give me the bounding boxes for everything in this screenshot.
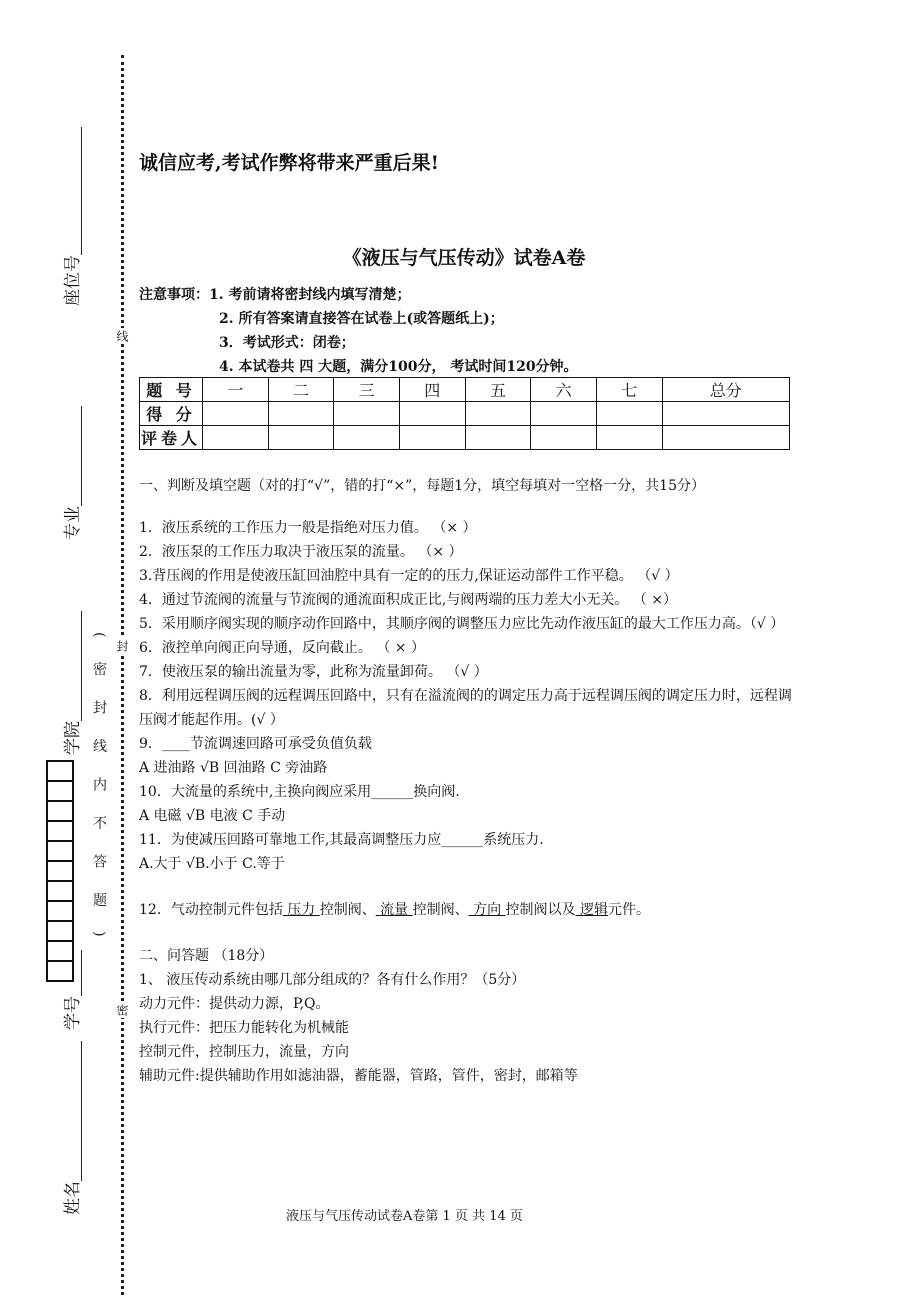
grader-cell[interactable] — [399, 426, 465, 450]
student-id-label: 学号 — [63, 996, 83, 1030]
name-label: 姓名 — [63, 1181, 83, 1215]
exam-body — [139, 474, 794, 1088]
question-8: 8．利用远程调压阀的远程调压回路中，只有在溢流阀的的调定压力高于远程调压阀的调定压力时，远程调压阀才能起作用。(√ ） — [139, 688, 792, 728]
score-col-header: 三 — [334, 378, 400, 402]
question-10-options: A 电磁 √B 电液 C 手动 — [139, 808, 286, 824]
q12-prefix: 12．气动控制元件包括 — [139, 902, 283, 918]
seal-char-line: 线 — [115, 330, 129, 342]
major-line[interactable] — [65, 406, 82, 506]
score-table-header-label: 题 号 — [140, 378, 203, 402]
question-11: 11．为使减压回路可靠地工作,其最高调整压力应______系统压力. — [139, 832, 544, 848]
page-footer: 液压与气压传动试卷A卷第 1 页 共 14 页 — [286, 1209, 523, 1224]
exam-notes — [139, 283, 578, 379]
score-col-header: 总分 — [662, 378, 789, 402]
question-6: 6．液控单向阀正向导通，反向截止。 （ × ） — [139, 640, 425, 656]
question-7: 7．使液压泵的输出流量为零，此称为流量卸荷。 （√ ） — [139, 664, 488, 680]
score-cell[interactable] — [399, 402, 465, 426]
seal-char-secret: 密 — [115, 1004, 129, 1016]
score-cell[interactable] — [203, 402, 269, 426]
q12-suffix: 元件。 — [608, 902, 650, 918]
name-line[interactable] — [65, 1041, 82, 1181]
question-5: 5．采用顺序阀实现的顺序动作回路中，其顺序阀的调整压力应比先动作液压缸的最大工作压力高。（√ ） — [139, 616, 785, 632]
score-cell[interactable] — [334, 402, 400, 426]
seat-number-field — [58, 127, 83, 306]
score-cell[interactable] — [596, 402, 662, 426]
question-12 — [139, 898, 794, 922]
section1-heading: 一、判断及填空题（对的打“√”，错的打“×”，每题1分，填空每填对一空格一分，共15分） — [139, 478, 705, 494]
major-field — [58, 406, 83, 540]
q12-blank-pressure: 压力 — [282, 902, 320, 918]
notes-label: 注意事项： — [139, 287, 209, 303]
grader-cell[interactable] — [334, 426, 400, 450]
section2-heading: 二、问答题 （18分） — [139, 948, 274, 964]
seal-char-seal: 封 — [115, 640, 129, 652]
seal-note: ( 密 封 线 内 不 答 题 ) — [91, 632, 107, 947]
question-10: 10．大流量的系统中,主换向阀应采用______换向阀. — [139, 784, 460, 800]
q12-text: 控制阀以及 — [505, 902, 576, 918]
score-col-header: 七 — [596, 378, 662, 402]
seat-number-line[interactable] — [65, 127, 82, 255]
answer-line: 控制元件，控制压力，流量，方向 — [139, 1044, 349, 1060]
note-item: 2. 所有答案请直接答在试卷上(或答题纸上)； — [219, 311, 504, 327]
student-id-boxes[interactable] — [46, 760, 74, 982]
question-1: 1．液压系统的工作压力一般是指绝对压力值。 （× ） — [139, 520, 477, 536]
score-cell[interactable] — [465, 402, 531, 426]
score-cell[interactable] — [268, 402, 334, 426]
answer-line: 辅助元件:提供辅助作用如滤油器，蓄能器，管路，管件，密封，邮箱等 — [139, 1068, 578, 1084]
question-2: 2．液压泵的工作压力取决于液压泵的流量。 （× ） — [139, 544, 463, 560]
college-field — [58, 611, 83, 755]
score-row-label: 得 分 — [140, 402, 203, 426]
student-id-line[interactable] — [65, 950, 82, 996]
q12-text: 控制阀、 — [412, 902, 469, 918]
grader-cell[interactable] — [531, 426, 597, 450]
seal-dotted-line — [121, 55, 124, 1295]
grader-cell[interactable] — [203, 426, 269, 450]
score-col-header: 一 — [203, 378, 269, 402]
question-9: 9．____节流调速回路可承受负值负载 — [139, 736, 372, 752]
question-4: 4．通过节流阀的流量与节流阀的通流面积成正比,与阀两端的压力差大小无关。 （ ×） — [139, 592, 677, 608]
exam-title: 《液压与气压传动》试卷A卷 — [342, 247, 586, 269]
grader-cell[interactable] — [662, 426, 789, 450]
seat-number-label: 座位号 — [63, 255, 83, 306]
note-item: 4. 本试卷共 四 大题，满分100分， 考试时间120分钟。 — [219, 359, 578, 375]
score-col-header: 六 — [531, 378, 597, 402]
grader-row-label: 评卷人 — [140, 426, 203, 450]
student-id-field — [58, 950, 83, 1030]
integrity-slogan: 诚信应考,考试作弊将带来严重后果! — [139, 152, 439, 174]
score-cell[interactable] — [531, 402, 597, 426]
score-table-grader-row — [140, 426, 790, 450]
answer-line: 执行元件：把压力能转化为机械能 — [139, 1020, 349, 1036]
score-cell[interactable] — [662, 402, 789, 426]
section2-question-1: 1、 液压传动系统由哪几部分组成的？各有什么作用？（5分） — [139, 972, 526, 988]
question-11-options: A.大于 √B.小于 C.等于 — [139, 856, 285, 872]
q12-text: 控制阀、 — [319, 902, 376, 918]
q12-blank-direction: 方向 — [468, 902, 506, 918]
college-line[interactable] — [65, 611, 82, 721]
grader-cell[interactable] — [596, 426, 662, 450]
score-table-score-row — [140, 402, 790, 426]
question-3: 3.背压阀的作用是使液压缸回油腔中具有一定的的压力,保证运动部件工作平稳。 （√ ） — [139, 568, 679, 584]
grader-cell[interactable] — [465, 426, 531, 450]
score-table-header-row — [140, 378, 790, 402]
grader-cell[interactable] — [268, 426, 334, 450]
score-col-header: 五 — [465, 378, 531, 402]
name-field — [58, 1041, 83, 1215]
note-item: 1. 考前请将密封线内填写清楚； — [209, 287, 411, 303]
q12-blank-flow: 流量 — [375, 902, 413, 918]
score-table — [139, 377, 790, 450]
college-label: 学院 — [63, 721, 83, 755]
note-item: 3．考试形式：闭卷； — [219, 335, 355, 351]
question-9-options: A 进油路 √B 回油路 C 旁油路 — [139, 760, 328, 776]
score-col-header: 四 — [399, 378, 465, 402]
answer-line: 动力元件：提供动力源，P,Q。 — [139, 996, 330, 1012]
major-label: 专业 — [63, 506, 83, 540]
q12-blank-logic: 逻辑 — [575, 902, 608, 918]
score-col-header: 二 — [268, 378, 334, 402]
